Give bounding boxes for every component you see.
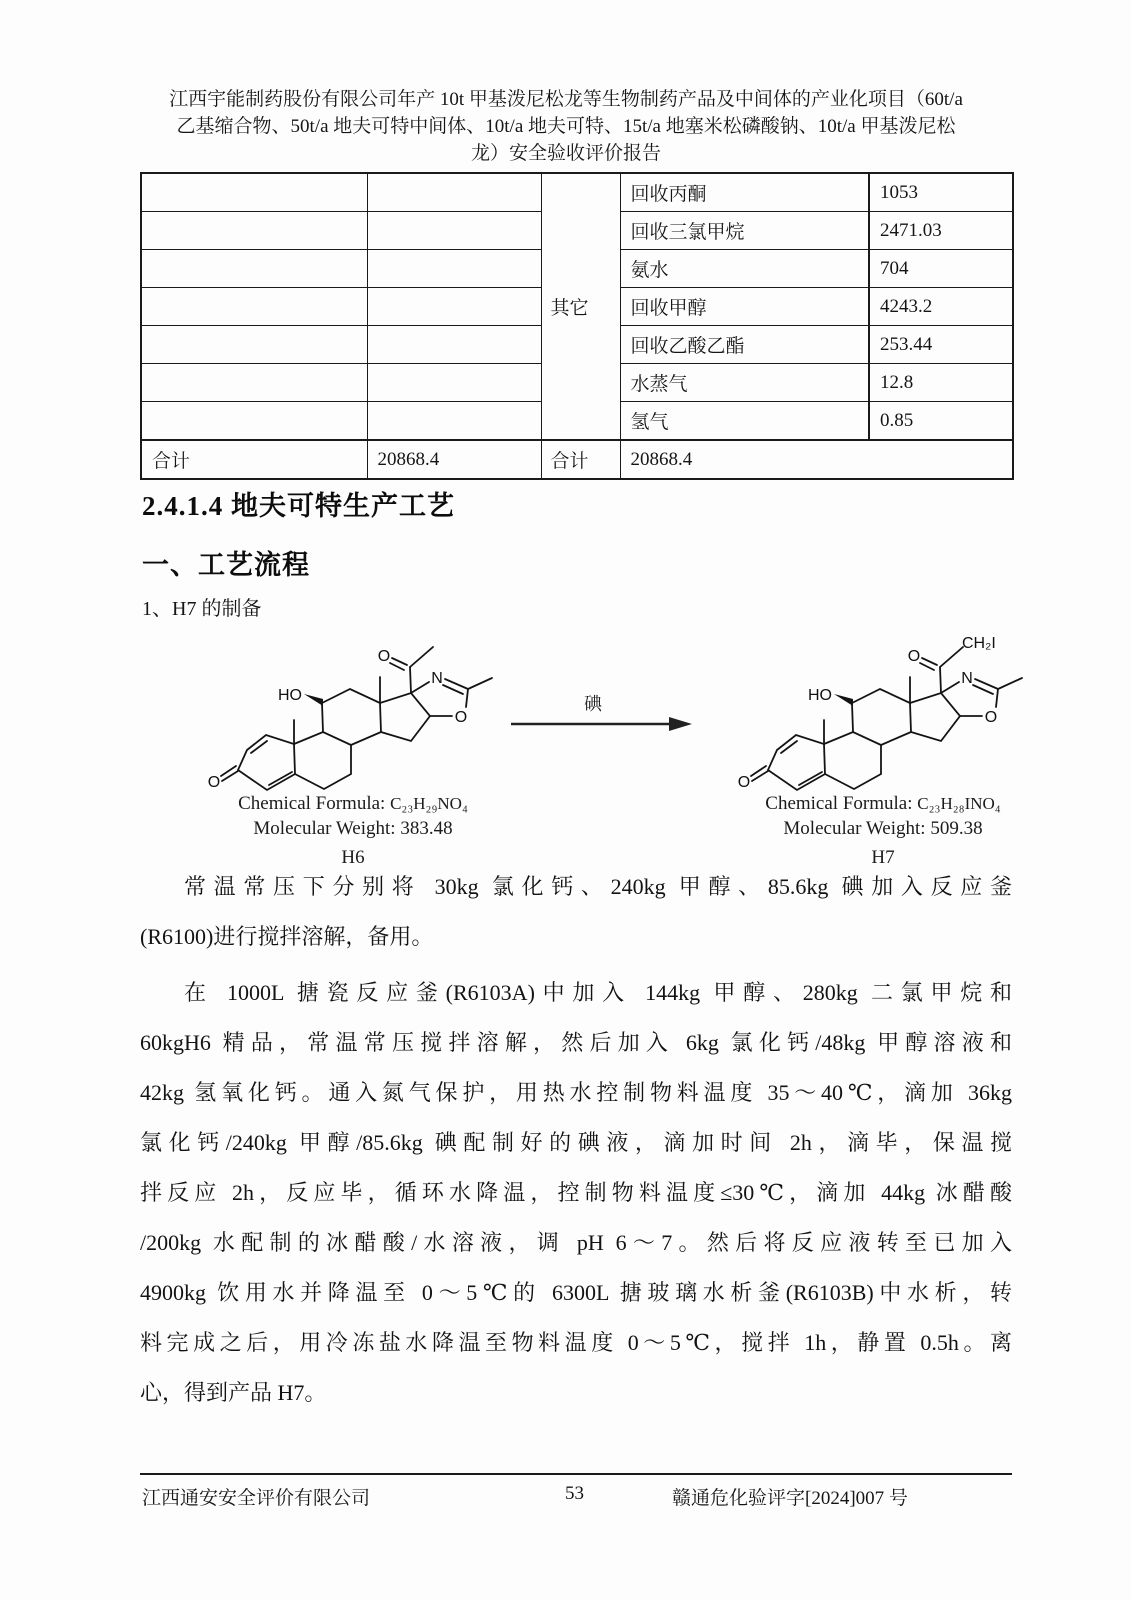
ketone-oxygen-label: O bbox=[207, 774, 221, 791]
text-line: 氯化钙/240kg 甲醇/85.6kg 碘配制好的碘液，滴加时间 2h，滴毕，保温搅 bbox=[140, 1130, 1012, 1155]
table-group-cell: 其它 bbox=[541, 173, 620, 440]
text-line: 常温常压下分别将 30kg 氯化钙、240kg 甲醇、85.6kg 碘加入反应釜 bbox=[184, 874, 1012, 899]
table-cell-empty bbox=[141, 326, 367, 364]
table-cell-value: 253.44 bbox=[869, 326, 1013, 364]
material-table bbox=[140, 172, 1014, 480]
footer-company: 江西通安安全评价有限公司 bbox=[142, 1488, 371, 1509]
table-cell-empty bbox=[367, 212, 541, 250]
table-cell-name: 回收丙酮 bbox=[620, 173, 869, 212]
footer-page-number: 53 bbox=[565, 1483, 584, 1504]
hydroxyl-label: HO bbox=[808, 687, 832, 704]
text-line: 60kgH6 精品，常温常压搅拌溶解，然后加入 6kg 氯化钙/48kg 甲醇溶液和 bbox=[140, 1030, 1012, 1055]
nitrogen-label: N bbox=[431, 670, 443, 687]
h7-formula-line bbox=[718, 791, 1048, 816]
material-table-wrap bbox=[140, 172, 1014, 480]
table-cell-empty bbox=[141, 288, 367, 326]
table-cell-name: 氨水 bbox=[620, 250, 869, 288]
table-cell-name: 回收乙酸乙酯 bbox=[620, 326, 869, 364]
total-label-right: 合计 bbox=[541, 440, 620, 479]
table-cell-name: 回收甲醇 bbox=[620, 288, 869, 326]
table-cell-value: 2471.03 bbox=[869, 212, 1013, 250]
text-line: 42kg 氢氧化钙。通入氮气保护，用热水控制物料温度 35～40℃，滴加 36kg bbox=[140, 1080, 1012, 1105]
total-value-right: 20868.4 bbox=[620, 440, 1013, 479]
table-cell-name: 氢气 bbox=[620, 402, 869, 441]
table-row bbox=[141, 173, 1013, 212]
h6-formula-line bbox=[188, 791, 518, 816]
reaction-arrow bbox=[505, 688, 700, 733]
table-cell-empty bbox=[367, 364, 541, 402]
table-cell-empty bbox=[367, 250, 541, 288]
text-line: 拌反应 2h，反应毕，循环水降温，控制物料温度≤30℃，滴加 44kg 冰醋酸 bbox=[140, 1180, 1012, 1205]
table-cell-value: 1053 bbox=[869, 173, 1013, 212]
formula-value: C₂₃H₂₈INO₄ bbox=[917, 794, 1001, 813]
oxazoline-oxygen-label: O bbox=[984, 709, 998, 726]
molecule-h6-structure bbox=[203, 630, 503, 802]
mw-label: Molecular Weight: bbox=[253, 818, 396, 839]
mw-value: 509.38 bbox=[930, 818, 983, 839]
table-cell-value: 704 bbox=[869, 250, 1013, 288]
section-heading: 2.4.1.4 地夫可特生产工艺 bbox=[142, 491, 455, 521]
table-cell-value: 0.85 bbox=[869, 402, 1013, 441]
table-cell-empty bbox=[141, 402, 367, 441]
iodomethyl-label: CH₂I bbox=[962, 635, 996, 652]
ketone-oxygen-label: O bbox=[737, 774, 751, 791]
table-cell-empty bbox=[367, 173, 541, 212]
total-value-left: 20868.4 bbox=[367, 440, 541, 479]
table-cell-empty bbox=[367, 288, 541, 326]
table-cell-name: 水蒸气 bbox=[620, 364, 869, 402]
total-label-left: 合计 bbox=[141, 440, 367, 479]
mw-value: 383.48 bbox=[400, 818, 453, 839]
sub-heading: 一、工艺流程 bbox=[142, 550, 310, 580]
h6-mw-line bbox=[188, 816, 518, 841]
paragraph-process bbox=[140, 968, 1012, 1418]
table-cell-name: 回收三氯甲烷 bbox=[620, 212, 869, 250]
acetyl-oxygen-label: O bbox=[377, 648, 391, 665]
text-line: (R6100)进行搅拌溶解，备用。 bbox=[140, 924, 434, 949]
text-line: /200kg 水配制的冰醋酸/水溶液，调 pH 6～7。然后将反应液转至已加入 bbox=[140, 1230, 1012, 1255]
acetyl-oxygen-label: O bbox=[907, 648, 921, 665]
document-title-line: 龙）安全验收评价报告 bbox=[470, 143, 661, 164]
mw-label: Molecular Weight: bbox=[783, 818, 926, 839]
document-title bbox=[118, 86, 1014, 167]
nitrogen-label: N bbox=[961, 670, 973, 687]
table-cell-empty bbox=[367, 402, 541, 441]
formula-label: Chemical Formula: bbox=[238, 793, 386, 814]
formula-label: Chemical Formula: bbox=[765, 793, 913, 814]
molecule-h7-structure bbox=[733, 630, 1033, 802]
text-line: 在 1000L 搪瓷反应釜(R6103A)中加入 144kg 甲醇、280kg 二氯甲烷和 bbox=[184, 980, 1012, 1005]
h7-caption bbox=[718, 791, 1048, 870]
table-cell-value: 12.8 bbox=[869, 364, 1013, 402]
footer-doc-number: 赣通危化验评字[2024]007 号 bbox=[672, 1488, 908, 1509]
oxazoline-oxygen-label: O bbox=[454, 709, 468, 726]
table-cell-value: 4243.2 bbox=[869, 288, 1013, 326]
text-line: 料完成之后，用冷冻盐水降温至物料温度 0～5℃，搅拌 1h，静置 0.5h。离 bbox=[140, 1330, 1012, 1355]
h7-mw-line bbox=[718, 816, 1048, 841]
h6-caption bbox=[188, 791, 518, 870]
table-cell-empty bbox=[141, 173, 367, 212]
table-cell-empty bbox=[367, 326, 541, 364]
step-label: 1、H7 的制备 bbox=[142, 598, 262, 620]
formula-value: C₂₃H₂₉NO₄ bbox=[390, 794, 468, 813]
h7-name: H7 bbox=[871, 847, 895, 868]
document-title-line: 乙基缩合物、50t/a 地夫可特中间体、10t/a 地夫可特、15t/a 地塞米松磷酸钠、10t/a 甲基泼尼松 bbox=[176, 116, 956, 137]
arrowhead-icon bbox=[669, 717, 692, 731]
document-title-line: 江西宇能制药股份有限公司年产 10t 甲基泼尼松龙等生物制药产品及中间体的产业化项目（60t/a bbox=[169, 89, 963, 110]
table-cell-empty bbox=[141, 212, 367, 250]
text-line: 4900kg 饮用水并降温至 0～5℃的 6300L 搪玻璃水析釜(R6103B)中水析，转 bbox=[140, 1280, 1012, 1305]
table-cell-empty bbox=[141, 364, 367, 402]
table-cell-empty bbox=[141, 250, 367, 288]
h6-name: H6 bbox=[341, 847, 365, 868]
hydroxyl-label: HO bbox=[278, 687, 302, 704]
footer-divider bbox=[140, 1473, 1012, 1475]
paragraph-preparation bbox=[140, 862, 1012, 962]
table-total-row bbox=[141, 440, 1013, 479]
text-line: 心，得到产品 H7。 bbox=[140, 1380, 327, 1405]
reagent-label: 碘 bbox=[584, 694, 602, 714]
